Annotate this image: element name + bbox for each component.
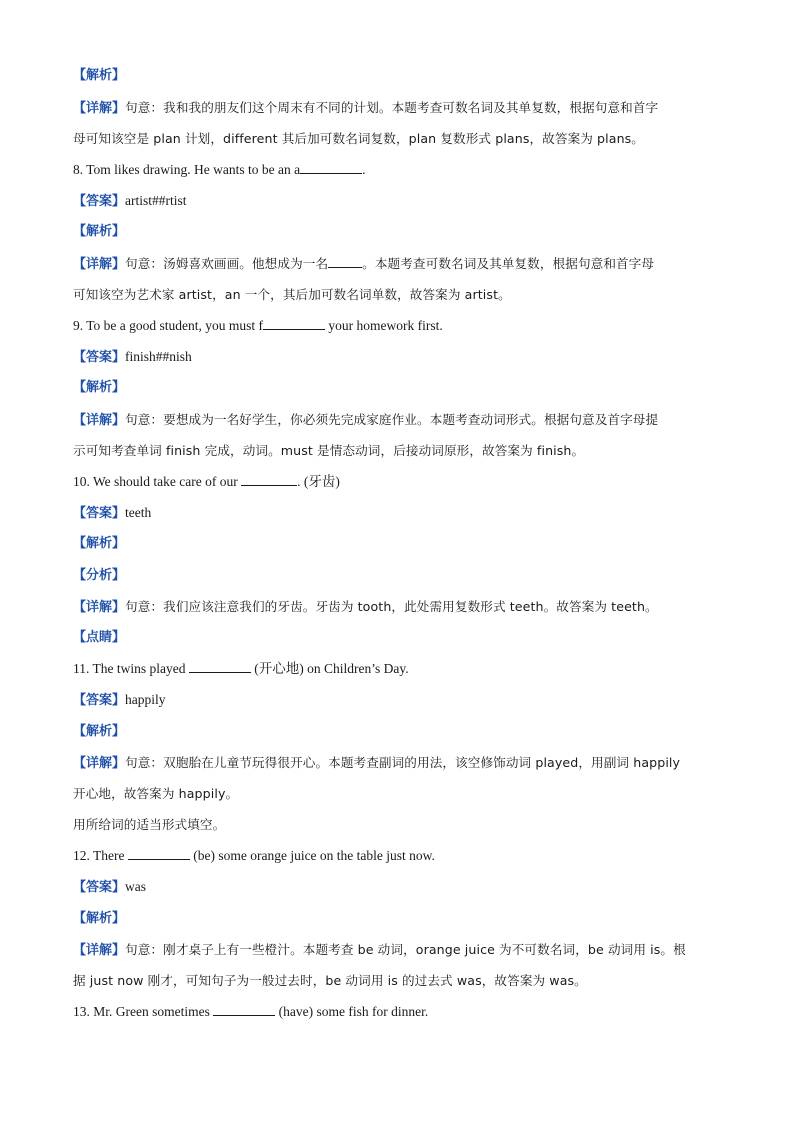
answer-line: 【答案】artist##rtist	[73, 193, 187, 209]
answer-blank	[328, 255, 362, 268]
analysis-header: 【解析】	[73, 380, 126, 395]
detail-continuation: 示可知考查单词 finish 完成，动词。must 是情态动词，后接动词原形，故答案为 finish。	[73, 443, 585, 458]
answer-blank[interactable]	[213, 1003, 275, 1016]
question-9: 9. To be a good student, you must f your homework first.	[73, 318, 443, 333]
detail-line: 【详解】句意：我们应该注意我们的牙齿。牙齿为 tooth，此处需用复数形式 teeth。故答案为 teeth。	[73, 599, 658, 615]
detail-line: 【详解】句意：我和我的朋友们这个周末有不同的计划。本题考查可数名词及其单复数，根据句意和首字	[73, 100, 659, 116]
question-11: 11. The twins played (开心地) on Children’s Day.	[73, 661, 409, 676]
detail-line: 【详解】句意：刚才桌子上有一些橙汁。本题考查 be 动词，orange juice 为不可数名词，be 动词用 is。根	[73, 942, 686, 958]
detail-continuation: 可知该空为艺术家 artist，an 一个，其后加可数名词单数，故答案为 artist。	[73, 287, 511, 302]
key-point-header: 【点睛】	[73, 630, 126, 645]
answer-blank[interactable]	[189, 660, 251, 673]
detail-line: 【详解】句意：双胞胎在儿童节玩得很开心。本题考查副词的用法，该空修饰动词 played，用副词 happily	[73, 755, 681, 771]
answer-line: 【答案】finish##nish	[73, 349, 192, 365]
breakdown-header: 【分析】	[73, 568, 126, 583]
answer-blank[interactable]	[241, 473, 297, 486]
question-12: 12. There (be) some orange juice on the table just now.	[73, 848, 435, 863]
analysis-header: 【解析】	[73, 68, 126, 83]
detail-line: 【详解】句意：要想成为一名好学生，你必须先完成家庭作业。本题考查动词形式。根据句意及首字母提	[73, 412, 659, 428]
question-8: 8. Tom likes drawing. He wants to be an a .	[73, 162, 366, 177]
question-13: 13. Mr. Green sometimes (have) some fish for dinner.	[73, 1004, 429, 1019]
answer-line: 【答案】teeth	[73, 505, 152, 521]
analysis-header: 【解析】	[73, 724, 126, 739]
question-10: 10. We should take care of our . (牙齿)	[73, 474, 340, 489]
analysis-header: 【解析】	[73, 911, 126, 926]
detail-line: 【详解】句意：汤姆喜欢画画。他想成为一名 。本题考查可数名词及其单复数，根据句意和首字母	[73, 256, 655, 272]
detail-continuation: 据 just now 刚才，可知句子为一般过去时，be 动词用 is 的过去式 was，故答案为 was。	[73, 973, 587, 988]
detail-continuation: 母可知该空是 plan 计划，different 其后加可数名词复数，plan 复数形式 plans，故答案为 plans。	[73, 131, 645, 146]
answer-blank[interactable]	[263, 317, 325, 330]
section-instruction: 用所给词的适当形式填空。	[73, 817, 226, 832]
detail-continuation: 开心地，故答案为 happily。	[73, 786, 239, 801]
answer-line: 【答案】was	[73, 879, 147, 895]
answer-blank[interactable]	[128, 847, 190, 860]
analysis-header: 【解析】	[73, 536, 126, 551]
answer-line: 【答案】happily	[73, 692, 166, 708]
answer-blank[interactable]	[300, 161, 362, 174]
analysis-header: 【解析】	[73, 224, 126, 239]
